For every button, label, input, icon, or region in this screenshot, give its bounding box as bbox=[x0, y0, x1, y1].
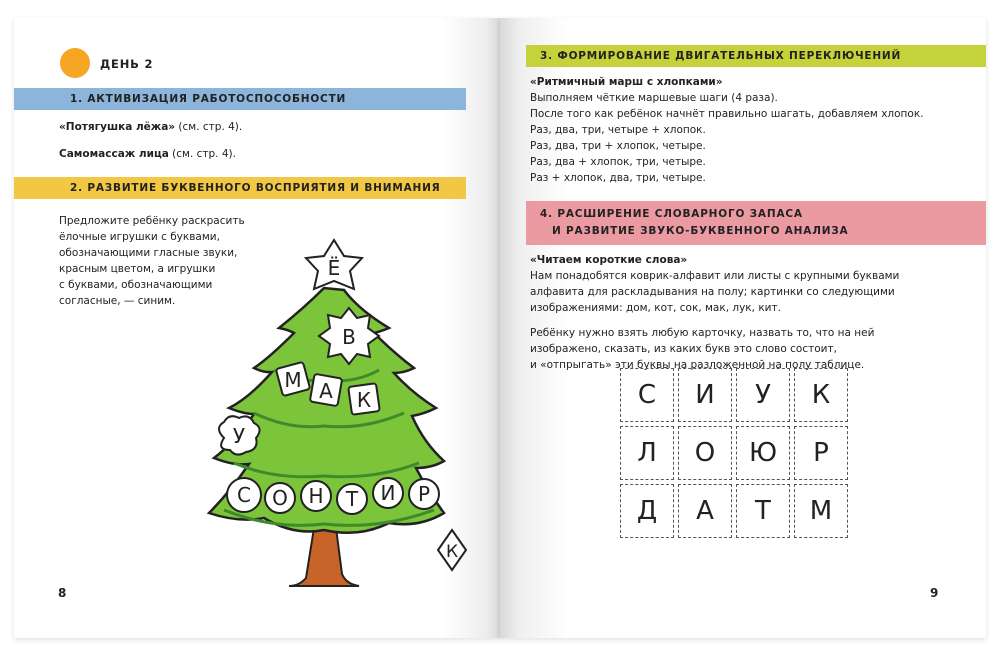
day-label: ДЕНЬ 2 bbox=[100, 57, 154, 71]
tree-cloud-ornament bbox=[219, 416, 260, 454]
grid-cell: С bbox=[620, 368, 674, 422]
ornament-letter-k2: К bbox=[445, 542, 459, 562]
section-2-title: 2. РАЗВИТИЕ БУКВЕННОГО ВОСПРИЯТИЯ И ВНИМАНИЯ bbox=[70, 182, 441, 194]
grid-cell: Р bbox=[794, 426, 848, 480]
tree-star-ornament bbox=[306, 240, 362, 289]
grid-cell: У bbox=[736, 368, 790, 422]
section-2-header bbox=[14, 177, 466, 199]
tree-ball-ornament-n bbox=[301, 481, 331, 511]
section-4-header bbox=[526, 201, 986, 245]
page-number-right: 9 bbox=[930, 586, 939, 600]
section-3-header bbox=[526, 45, 986, 67]
section-4-subtitle: «Читаем короткие слова» bbox=[530, 254, 688, 266]
right-page bbox=[500, 18, 986, 638]
tree-ball-ornament-o bbox=[265, 483, 295, 513]
day-marker-circle bbox=[60, 48, 90, 78]
ornament-letter-o: О bbox=[272, 486, 288, 510]
section-1-line-2: Самомассаж лица (см. стр. 4). bbox=[59, 148, 236, 160]
ornament-letter-yo: Ё bbox=[327, 256, 341, 280]
ornament-letter-m: М bbox=[284, 368, 302, 392]
section-1-title: 1. АКТИВИЗАЦИЯ РАБОТОСПОСОБНОСТИ bbox=[70, 93, 347, 105]
section-3-body: «Ритмичный марш с хлопками» Выполняем чёткие маршевые шаги (4 раза). После того как ребёнок начнёт правильно шагать, добавляем хлопок. Раз, два, три, четыре + хлопок. Раз, два, три + хлопок, четыре. Раз, два + хлопок, три, четыре. Раз + хлопок, два, три, четыре. bbox=[530, 76, 924, 184]
grid-cell: И bbox=[678, 368, 732, 422]
tree-square-ornament-k bbox=[348, 383, 380, 415]
section-2-body: Предложите ребёнку раскрасить ёлочные игрушки с буквами, обозначающими гласные звуки, красным цветом, а игрушки с буквами, обозначающими согласные, — синим. bbox=[59, 215, 245, 307]
left-page bbox=[14, 18, 500, 638]
section-3-subtitle: «Ритмичный марш с хлопками» bbox=[530, 76, 723, 88]
section-3-title: 3. ФОРМИРОВАНИЕ ДВИГАТЕЛЬНЫХ ПЕРЕКЛЮЧЕНИЙ bbox=[540, 50, 902, 62]
section-1-line-1: «Потягушка лёжа» (см. стр. 4). bbox=[59, 121, 243, 133]
section-4-title-line-2: И РАЗВИТИЕ ЗВУКО-БУКВЕННОГО АНАЛИЗА bbox=[552, 225, 849, 237]
section-4-body: «Читаем короткие слова» Нам понадобятся коврик-алфавит или листы с крупными буквами алфавита для раскладывания на полу; картинки со следующими изображениями: дом, кот, сок, мак, лук, кит. Ребёнку нужно взять любую карточку, назвать то, что на ней изображено, сказать, из каких букв это слово состоит, и «отпрыгать» эти буквы на разложенной на полу таблице. bbox=[530, 254, 900, 371]
grid-cell: М bbox=[794, 484, 848, 538]
grid-cell: О bbox=[678, 426, 732, 480]
grid-cell: К bbox=[794, 368, 848, 422]
ornament-letter-v: В bbox=[342, 325, 356, 349]
ornament-letter-a: А bbox=[319, 379, 333, 403]
section-1-header bbox=[14, 88, 466, 110]
letter-grid bbox=[620, 368, 850, 542]
ornament-letter-k: К bbox=[356, 388, 372, 412]
ornament-letter-n: Н bbox=[308, 484, 324, 508]
ornament-letter-t: Т bbox=[345, 487, 359, 511]
page-number-left: 8 bbox=[58, 586, 67, 600]
ornament-letter-u: У bbox=[232, 424, 246, 448]
ornament-letter-s: С bbox=[237, 483, 251, 507]
tree-ball-ornament-t bbox=[337, 484, 367, 514]
ornament-letter-i: И bbox=[380, 481, 396, 505]
grid-cell: Т bbox=[736, 484, 790, 538]
christmas-tree-illustration bbox=[194, 218, 474, 598]
tree-burst-ornament bbox=[319, 308, 379, 364]
tree-ball-ornament-i bbox=[373, 478, 403, 508]
tree-ball-ornament-r bbox=[409, 479, 439, 509]
grid-cell: Л bbox=[620, 426, 674, 480]
tree-square-ornament-m bbox=[276, 362, 310, 396]
section-4-title-line-1: 4. РАСШИРЕНИЕ СЛОВАРНОГО ЗАПАСА bbox=[540, 208, 803, 220]
grid-cell: А bbox=[678, 484, 732, 538]
tree-square-ornament-a bbox=[310, 374, 342, 406]
ornament-letter-r: Р bbox=[417, 482, 431, 506]
grid-cell: Д bbox=[620, 484, 674, 538]
tree-ball-ornament-s bbox=[227, 478, 261, 512]
tree-diamond-ornament bbox=[438, 530, 466, 570]
grid-cell: Ю bbox=[736, 426, 790, 480]
